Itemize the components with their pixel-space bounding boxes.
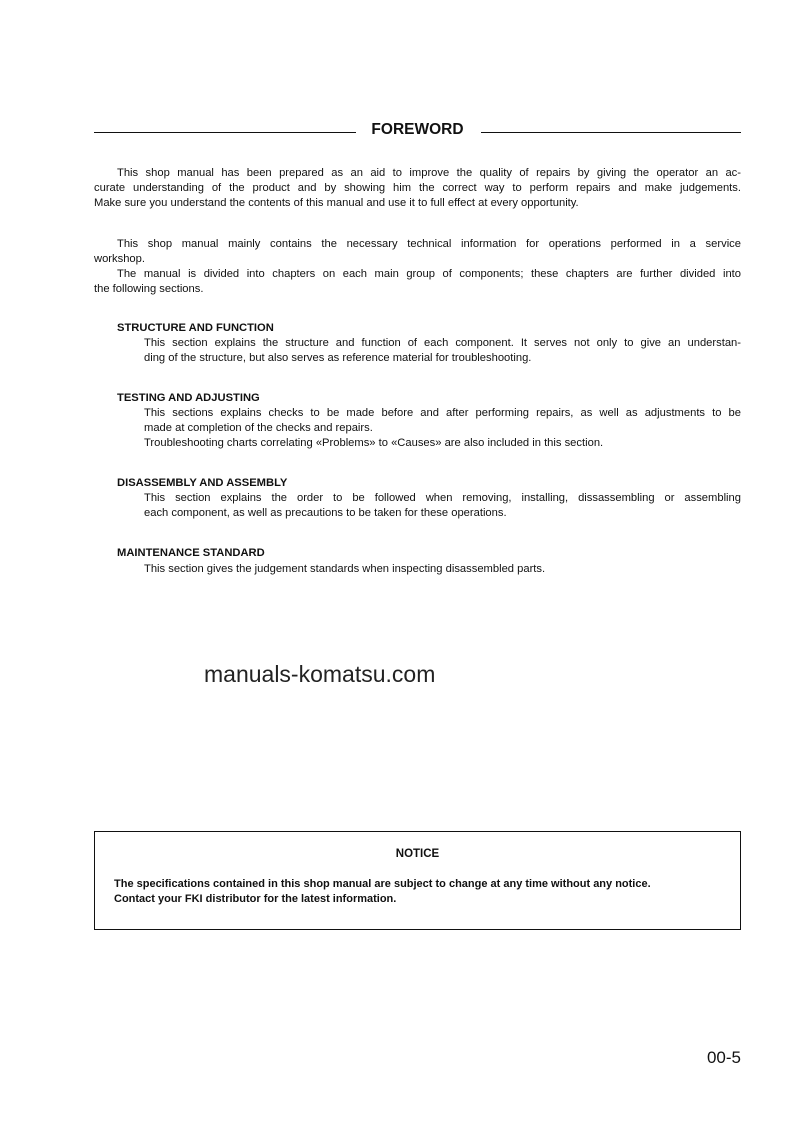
section-line: This section explains the structure and function of each component. It serves not only to give an understan- [144, 337, 741, 349]
section-line: This sections explains checks to be made before and after performing repairs, as well as adjustments to be [144, 407, 741, 419]
page-number: 00-5 [706, 1048, 741, 1067]
section-line: each component, as well as precautions to be taken for these operations. [144, 507, 507, 519]
section-heading: DISASSEMBLY AND ASSEMBLY [117, 477, 288, 489]
section-line: ding of the structure, but also serves as reference material for troubleshooting. [144, 352, 532, 364]
notice-line: The specifications contained in this shop manual are subject to change at any time without any notice. [114, 878, 651, 890]
page-title-text: FOREWORD [363, 121, 471, 138]
section-line: Troubleshooting charts correlating «Problems» to «Causes» are also included in this section. [144, 437, 604, 449]
contents-line: The manual is divided into chapters on each main group of components; these chapters are further divided into [117, 268, 741, 280]
notice-line: Contact your FKI distributor for the latest information. [114, 893, 397, 905]
intro-line: Make sure you understand the contents of this manual and use it to full effect at every opportunity. [94, 197, 579, 209]
section-line: This section explains the order to be followed when removing, installing, dissassembling or assembling [144, 492, 741, 504]
section-line: This section gives the judgement standards when inspecting disassembled parts. [144, 563, 546, 575]
section-heading: MAINTENANCE STANDARD [117, 547, 265, 559]
intro-line: This shop manual has been prepared as an aid to improve the quality of repairs by giving the operator an ac- [117, 167, 741, 179]
section-line: made at completion of the checks and repairs. [144, 422, 373, 434]
contents-line: This shop manual mainly contains the necessary technical information for operations performed in a service [117, 238, 741, 250]
page-title [94, 121, 741, 139]
intro-line: curate understanding of the product and by showing him the correct way to perform repairs and make judgements. [94, 182, 741, 194]
contents-line: workshop. [94, 253, 145, 265]
watermark: manuals-komatsu.com [204, 661, 436, 687]
notice-box [94, 831, 741, 930]
notice-title: NOTICE [395, 848, 440, 860]
contents-line: the following sections. [94, 283, 204, 295]
section-heading: STRUCTURE AND FUNCTION [117, 322, 274, 334]
section-heading: TESTING AND ADJUSTING [117, 392, 260, 404]
